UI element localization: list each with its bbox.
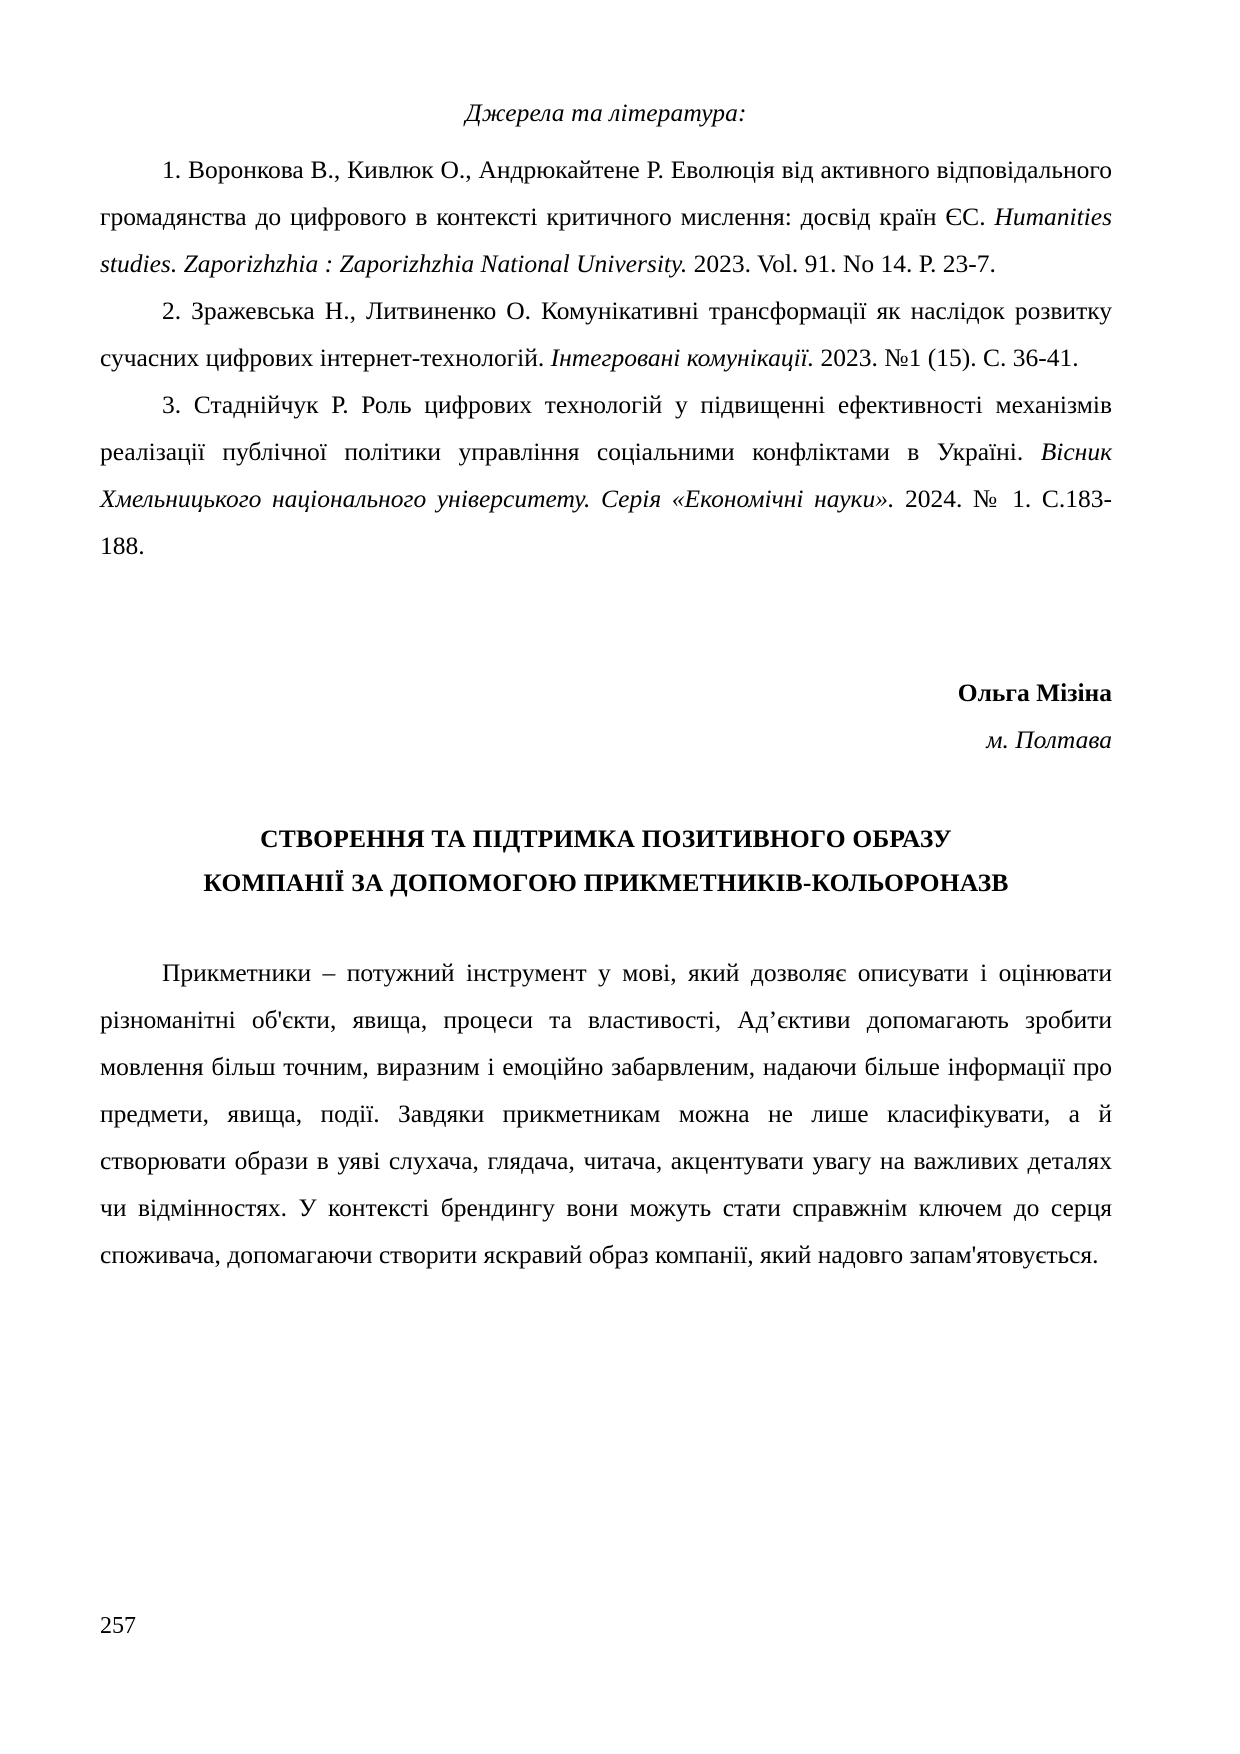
article-body-paragraph: Прикметники – потужний інструмент у мові, який дозволяє описувати і оцінювати різноманітні об'єкти, явища, процеси та властивості, Ад’єктиви допомагають зробити мовлення більш точним, виразним і емоційно забарвленим, надаючи більше інформації про предмети, явища, події. Завдяки прикметникам можна не лише класифікувати, а й створювати образи в уяві слухача, глядача, читача, акцентувати увагу на важливих деталях чи відмінностях. У контексті брендингу вони можуть стати справжнім ключем до серця споживача, допомагаючи створити яскравий образ компанії, який надовго запам'ятовується. — [100, 958, 1112, 1270]
bibliography-entry-1-locator: 2023. Vol. 91. No 14. P. 23-7. — [687, 249, 996, 279]
bibliography-entry-3-locator: 2024. № 1. С.183-188. — [100, 484, 1112, 561]
section-spacer — [100, 569, 1112, 669]
bibliography-entry-3 — [100, 381, 1112, 569]
bibliography-entry-2-text: 2. Зражевська Н., Литвиненко О. Комунікативні трансформації як наслідок розвитку сучасних цифрових інтернет-технологій. — [100, 296, 1112, 373]
page-number: 257 — [100, 1613, 136, 1639]
article-title-line-1: СТВОРЕННЯ ТА ПІДТРИМКА ПОЗИТИВНОГО ОБРАЗУ — [260, 824, 952, 854]
bibliography-entry-2-source: Інтегровані комунікації. — [550, 343, 815, 373]
bibliography-entry-2-locator: 2023. №1 (15). С. 36-41. — [814, 343, 1079, 373]
bibliography-entry-2 — [100, 287, 1112, 381]
bibliography-entry-1-text: 1. Воронкова В., Кивлюк О., Андрюкайтене Р. Еволюція від активного відповідального громадянства до цифрового в контексті критичного мислення: досвід країн ЄС. — [100, 155, 1112, 232]
bibliography-entry-3-source: Вісник Хмельницького національного університету. Серія «Економічні науки». — [100, 437, 1112, 514]
article-title — [100, 817, 1112, 905]
bibliography-heading: Джерела та література: — [465, 98, 747, 127]
page-content — [100, 96, 1112, 1278]
author-city: м. Полтава — [986, 725, 1112, 755]
bibliography-entry-1-source: Humanities studies. Zaporizhzhia : Zaporizhzhia National University. — [100, 202, 1112, 279]
author-name: Ольга Мізіна — [957, 678, 1112, 708]
title-body-spacer — [100, 905, 1112, 949]
author-block — [100, 669, 1112, 763]
bibliography-entry-1 — [100, 146, 1112, 287]
article-title-line-2: КОМПАНІЇ ЗА ДОПОМОГОЮ ПРИКМЕТНИКІВ-КОЛЬОРОНАЗВ — [203, 868, 1009, 898]
bibliography-entry-3-text: 3. Стаднійчук Р. Роль цифрових технологій у підвищенні ефективності механізмів реалізації публічної політики управління соціальними конфліктами в Україні. — [100, 390, 1112, 467]
